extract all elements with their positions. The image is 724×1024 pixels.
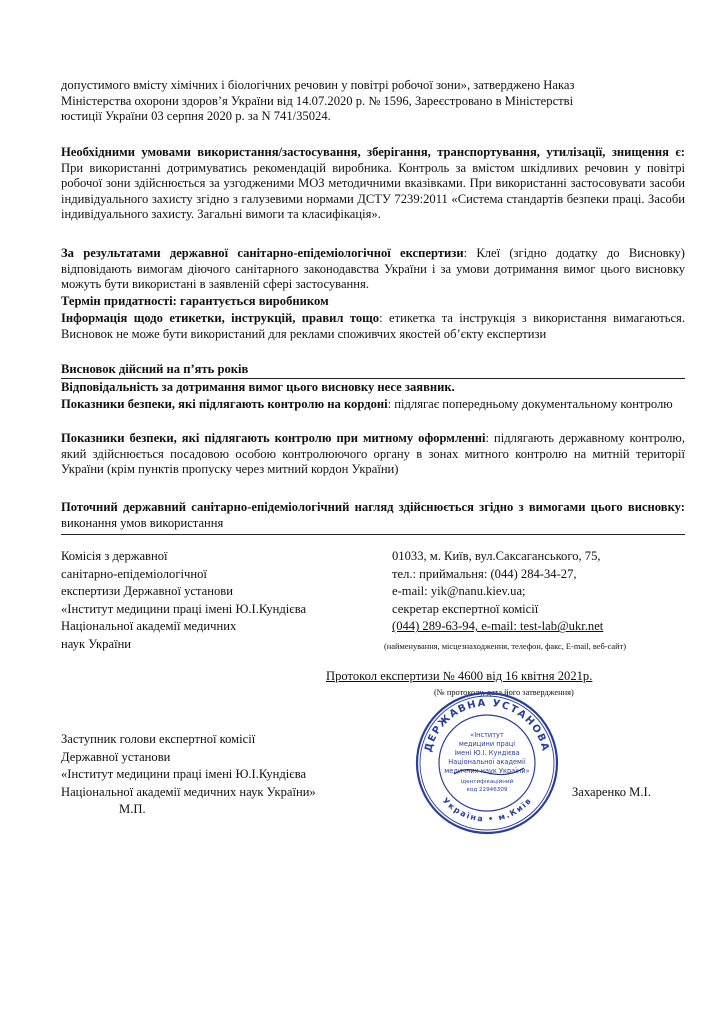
commission-line: експертизи Державної установи (61, 584, 233, 599)
commission-line: наук України (61, 636, 132, 651)
conditions-label: Необхідними умовами використання/застосування, зберігання, транспортування, утилізації, знищення є: (61, 145, 685, 159)
signature-line: Заступник голови експертної комісії (61, 732, 256, 746)
labeling-text: : етикетка та інструкція з використання вимагаються. Висновок не може бути використаний для реклами споживчих якостей об’єкту експертизи (61, 311, 685, 341)
commission-block (61, 548, 306, 654)
address-line: секретар експертної комісії (392, 601, 539, 616)
address-line: e-mail: yik@nanu.kiev.ua; (392, 584, 526, 599)
intro-line-2: Міністерства охорони здоров’я України від 14.07.2020 р. № 1596, Зареєстровано в Міністерстві (61, 93, 574, 108)
address-contacts: (044) 289-63-94, e-mail: test-lab@ukr.net (392, 619, 604, 634)
conditions-paragraph (61, 145, 685, 223)
supervision-label: Поточний державний санітарно-епідеміологічний нагляд здійснюється згідно з вимогами цього висновку: (61, 500, 685, 514)
signature-line: «Інститут медицини праці імені Ю.І.Кундієва (61, 767, 307, 782)
supervision-text: виконання умов використання (61, 515, 224, 530)
customs-label: Показники безпеки, які підлягають контролю при митному оформленні (61, 431, 486, 445)
commission-line: «Інститут медицини праці імені Ю.І.Кундієва (61, 601, 307, 616)
signature-block (61, 731, 316, 819)
border-control-paragraph (61, 397, 685, 413)
protocol-caption: (№ протоколу, дата його затвердження) (434, 688, 574, 697)
customs-text: : підлягають державному контролю, який здійснюється посадовою особою контролюючого органу в зонах митного контролю на митній території України (крім пунктів пропуску через митний кордон України) (61, 431, 685, 477)
stamp-center-line: медицини праці (458, 740, 516, 748)
responsibility: Відповідальність за дотримання вимог цього висновку несе заявник. (61, 380, 455, 394)
address-line: 01033, м. Київ, вул.Саксаганського, 75, (392, 549, 601, 563)
border-control-text: : підлягає попередньому документальному контролю (387, 397, 673, 411)
address-block (392, 548, 603, 636)
commission-line: санітарно-епідеміологічної (61, 566, 207, 581)
stamp-place-label: М.П. (119, 802, 146, 817)
stamp-center-line: Національної академії (448, 758, 526, 766)
intro-paragraph (61, 78, 685, 125)
supervision-paragraph (61, 500, 685, 531)
conditions-text: При використанні дотримуватись рекомендацій виробника. Контроль за вмістом шкідливих речовин у повітрі робочої зони здійснюється за узгодженими МОЗ методичними вказівками. При використанні застосовувати засоби індивідуального захисту згідно з галузевими нормами ДСТУ 7239:2011 «Система стандартів безпеки праці. Засоби індивідуального захисту. Загальні вимоги та класифікація». (61, 160, 685, 222)
divider (61, 534, 685, 535)
address-caption: (найменування, місцезнаходження, телефон, факс, E-mail, веб-сайт) (384, 642, 627, 651)
divider (61, 378, 685, 379)
customs-paragraph (61, 431, 685, 478)
protocol-line: Протокол експертизи № 4600 від 16 квітня 2021р. (326, 669, 593, 683)
labeling-label: Інформація щодо етикетки, інструкцій, правил тощо (61, 311, 380, 325)
stamp-center-line: медичних наук України» (444, 767, 530, 775)
results-text: : Клеї (згідно додатку до Висновку) відповідають вимогам діючого санітарного законодавства України і за умови дотримання вимог цього висновку можуть бути використані в заявленій сфері застосування. (61, 246, 685, 292)
shelf-life: Термін придатності: гарантується виробником (61, 294, 329, 308)
intro-line-3: юстиції України 03 серпня 2020 р. за N 741/35024. (61, 109, 331, 124)
stamp-ring-top-text: ДЕРЖАВНА УСТАНОВА (423, 697, 551, 754)
results-paragraph (61, 246, 685, 293)
intro-line-1: допустимого вмісту хімічних і біологічних речовин у повітрі робочої зони», затверджено Наказ (61, 78, 575, 92)
address-line: тел.: приймальня: (044) 284-34-27, (392, 566, 577, 581)
official-seal-stamp (414, 690, 560, 836)
results-label: За результатами державної санітарно-епідеміологічної експертизи (61, 246, 464, 260)
commission-line: Комісія з державної (61, 549, 168, 563)
signatory-name: Захаренко М.І. (572, 785, 651, 799)
stamp-center-line: імені Ю.І. Кундієва (454, 749, 520, 757)
signature-line: Державної установи (61, 749, 171, 764)
stamp-center-line: код 22946309 (466, 787, 508, 793)
border-control-label: Показники безпеки, які підлягають контролю на кордоні (61, 397, 388, 411)
commission-line: Національної академії медичних (61, 619, 237, 634)
labeling-paragraph (61, 311, 685, 342)
validity: Висновок дійсний на п’ять років (61, 362, 249, 376)
stamp-center-line: «Інститут (470, 731, 504, 739)
stamp-ring-bottom-text: Україна • м.Київ (440, 796, 534, 824)
signature-line: Національної академії медичних наук України» (61, 784, 316, 799)
stamp-center-line: ідентифікаційний (460, 779, 514, 785)
